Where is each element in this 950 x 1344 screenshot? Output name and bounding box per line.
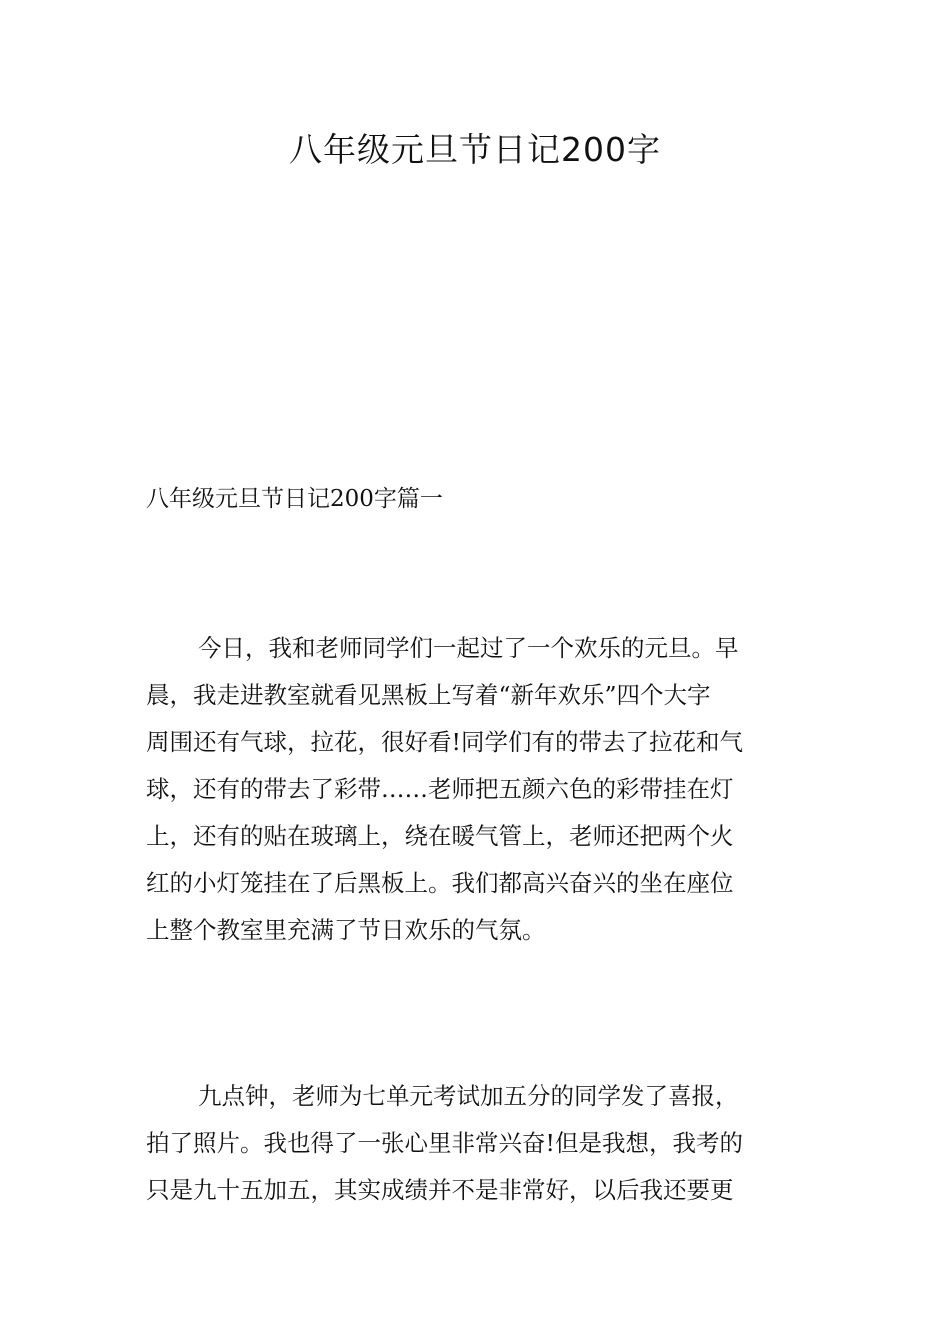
document-title: 八年级元旦节日记200字 <box>289 130 661 169</box>
paragraph-line: 晨，我走进教室就看见黑板上写着“新年欢乐”四个大字 <box>146 681 711 709</box>
paragraph-2 <box>146 1073 806 1214</box>
paragraph-line: 上整个教室里充满了节日欢乐的气氛。 <box>146 916 546 944</box>
paragraph-line: 红的小灯笼挂在了后黑板上。我们都高兴奋兴的坐在座位 <box>146 869 734 897</box>
paragraph-line: 只是九十五加五，其实成绩并不是非常好，以后我还要更 <box>146 1176 734 1204</box>
section-heading: 八年级元旦节日记200字篇一 <box>146 486 443 512</box>
paragraph-line: 上，还有的贴在玻璃上，绕在暖气管上，老师还把两个火 <box>146 822 734 850</box>
paragraph-line: 九点钟，老师为七单元考试加五分的同学发了喜报， <box>198 1082 739 1110</box>
paragraph-line: 球，还有的带去了彩带……老师把五颜六色的彩带挂在灯 <box>146 775 734 803</box>
paragraph-line: 拍了照片。我也得了一张心里非常兴奋!但是我想，我考的 <box>146 1129 743 1157</box>
paragraph-line: 今日，我和老师同学们一起过了一个欢乐的元旦。早 <box>198 634 739 662</box>
paragraph-1 <box>146 625 806 954</box>
paragraph-line: 周围还有气球，拉花，很好看!同学们有的带去了拉花和气 <box>146 728 743 756</box>
